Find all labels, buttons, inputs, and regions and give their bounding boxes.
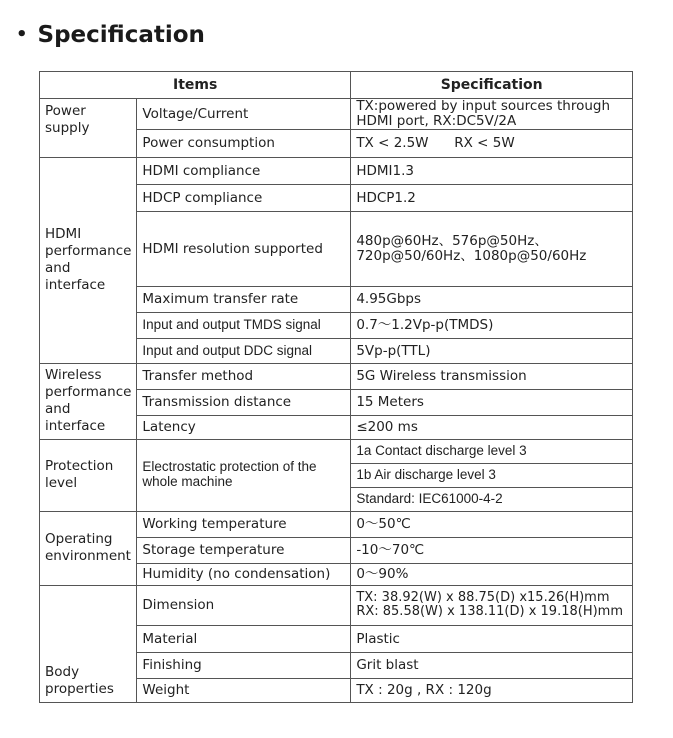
row-label: Input and output DDC signal: [137, 338, 351, 363]
group-protection: Protection level: [40, 439, 137, 511]
row-value: 0.7～1.2Vp-p(TMDS): [351, 312, 633, 338]
group-hdmi: HDMI performance and interface: [40, 157, 137, 363]
row-value: TX:powered by input sources through HDMI port, RX:DC5V/2A: [351, 99, 633, 130]
row-label: Voltage/Current: [137, 99, 351, 130]
row-label: Storage temperature: [137, 537, 351, 563]
dimension-rx: RX: 85.58(W) x 138.11(D) x 19.18(H)mm: [356, 604, 623, 620]
table-row: [40, 157, 633, 184]
row-value: Standard: IEC61000-4-2: [351, 487, 633, 511]
row-label: Humidity (no condensation): [137, 563, 351, 585]
row-value: ≤200 ms: [351, 415, 633, 439]
row-value: 1a Contact discharge level 3: [351, 439, 633, 463]
row-value: 480p@60Hz、576p@50Hz、720p@50/60Hz、1080p@50/60Hz: [351, 211, 633, 286]
table-row: [40, 99, 633, 130]
row-label: Finishing: [137, 652, 351, 678]
page-heading: [16, 22, 205, 48]
row-label: Latency: [137, 415, 351, 439]
row-label: Power consumption: [137, 129, 351, 157]
row-value: HDMI1.3: [351, 157, 633, 184]
table-row: [40, 511, 633, 537]
row-value: TX < 2.5W RX < 5W: [351, 129, 633, 157]
row-label: Transmission distance: [137, 389, 351, 415]
row-value: 0～90%: [351, 563, 633, 585]
row-value: HDCP1.2: [351, 184, 633, 211]
row-value: Grit blast: [351, 652, 633, 678]
header-items: Items: [40, 72, 351, 99]
row-label: Dimension: [137, 585, 351, 625]
row-value: 5Vp-p(TTL): [351, 338, 633, 363]
row-value: 5G Wireless transmission: [351, 363, 633, 389]
dimension-tx: TX: 38.92(W) x 88.75(D) x15.26(H)mm: [356, 589, 610, 605]
row-label: Transfer method: [137, 363, 351, 389]
row-label: Material: [137, 625, 351, 652]
table-row: [40, 585, 633, 625]
row-label: HDCP compliance: [137, 184, 351, 211]
row-label: Maximum transfer rate: [137, 286, 351, 312]
row-value: -10～70℃: [351, 537, 633, 563]
group-power-supply: Power supply: [40, 99, 137, 158]
table-row: [40, 363, 633, 389]
bullet-icon: •: [16, 24, 28, 45]
row-label: Input and output TMDS signal: [137, 312, 351, 338]
row-label: Weight: [137, 678, 351, 702]
group-operating: Operating environment: [40, 511, 137, 585]
header-specification: Specification: [351, 72, 633, 99]
row-label: Working temperature: [137, 511, 351, 537]
row-value: [351, 585, 633, 625]
table-header-row: [40, 72, 633, 99]
row-value: 15 Meters: [351, 389, 633, 415]
page-title: Specification: [37, 22, 205, 48]
row-label: HDMI resolution supported: [137, 211, 351, 286]
group-body: Body properties: [40, 585, 137, 702]
specification-table: [39, 71, 633, 703]
table-row: [40, 439, 633, 463]
group-wireless: Wireless performance and interface: [40, 363, 137, 439]
row-value: 4.95Gbps: [351, 286, 633, 312]
row-value: TX : 20g , RX : 120g: [351, 678, 633, 702]
row-label: Electrostatic protection of the whole machine: [137, 439, 351, 511]
row-value: Plastic: [351, 625, 633, 652]
row-label: HDMI compliance: [137, 157, 351, 184]
row-value: 1b Air discharge level 3: [351, 463, 633, 487]
row-value: 0～50℃: [351, 511, 633, 537]
